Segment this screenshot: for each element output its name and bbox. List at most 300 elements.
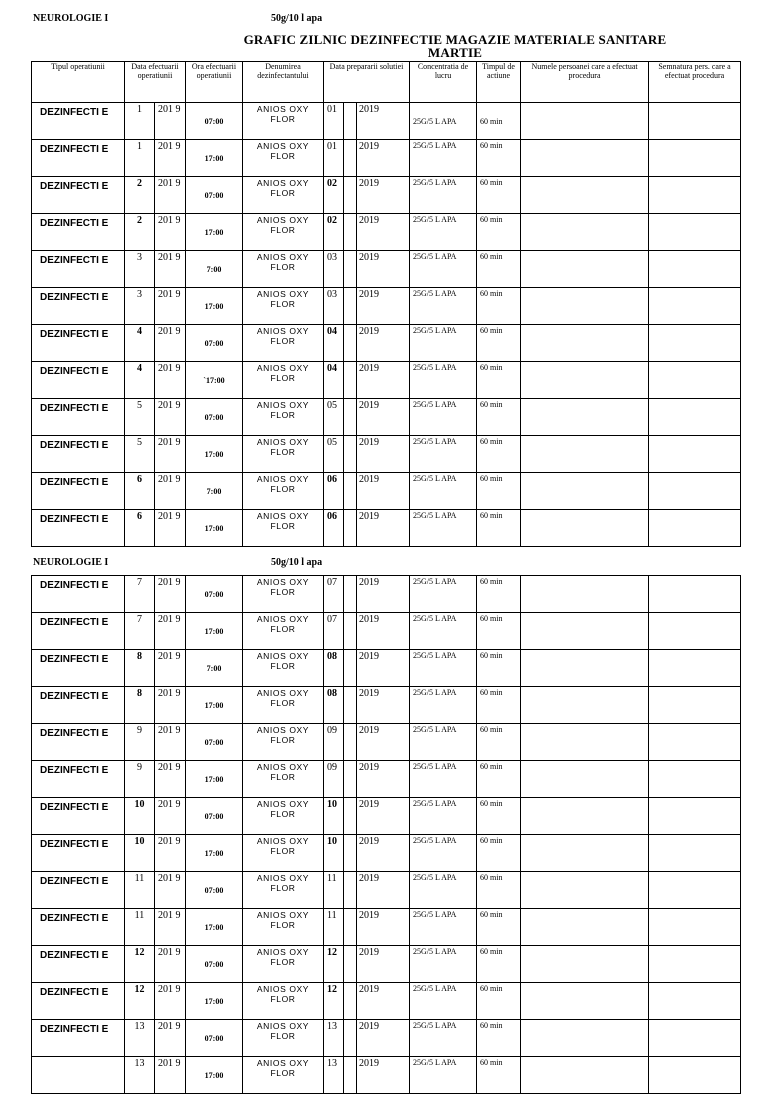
- time-cell: 07:00: [186, 177, 243, 214]
- person-name-cell: [521, 576, 649, 613]
- prep-blank-cell: [344, 362, 357, 399]
- prep-year-cell: 2019: [357, 473, 410, 510]
- year-cell: 201 9: [155, 946, 186, 983]
- person-name-cell: [521, 288, 649, 325]
- prep-month-cell: 11: [324, 909, 344, 946]
- year-cell: 201 9: [155, 288, 186, 325]
- concentration-cell: 25G/5 L APA: [410, 251, 477, 288]
- operation-cell: DEZINFECTI E: [32, 909, 125, 946]
- prep-year-cell: 2019: [357, 325, 410, 362]
- product-cell: ANIOS OXY FLOR: [243, 288, 324, 325]
- prep-blank-cell: [344, 576, 357, 613]
- duration-cell: 60 min: [477, 798, 521, 835]
- year-cell: 201 9: [155, 724, 186, 761]
- table-row: [32, 362, 741, 399]
- prep-year-cell: 2019: [357, 613, 410, 650]
- table-row: [32, 177, 741, 214]
- table-row: [32, 650, 741, 687]
- day-cell: 3: [125, 288, 155, 325]
- prep-blank-cell: [344, 983, 357, 1020]
- concentration-cell: 25G/5 L APA: [410, 1057, 477, 1094]
- day-cell: 8: [125, 650, 155, 687]
- prep-month-cell: 07: [324, 576, 344, 613]
- year-cell: 201 9: [155, 576, 186, 613]
- prep-month-cell: 07: [324, 613, 344, 650]
- year-cell: 201 9: [155, 436, 186, 473]
- title-line-2: MARTIE: [427, 45, 483, 60]
- year-cell: 201 9: [155, 214, 186, 251]
- prep-blank-cell: [344, 687, 357, 724]
- day-cell: 11: [125, 872, 155, 909]
- prep-blank-cell: [344, 724, 357, 761]
- day-cell: 7: [125, 576, 155, 613]
- duration-cell: 60 min: [477, 473, 521, 510]
- day-cell: 4: [125, 325, 155, 362]
- table-row: [32, 798, 741, 835]
- concentration-cell: 25G/5 L APA: [410, 946, 477, 983]
- prep-blank-cell: [344, 1020, 357, 1057]
- concentration-cell: 25G/5 L APA: [410, 177, 477, 214]
- prep-month-cell: 09: [324, 724, 344, 761]
- duration-cell: 60 min: [477, 687, 521, 724]
- day-cell: 4: [125, 362, 155, 399]
- operation-cell: DEZINFECTI E: [32, 510, 125, 547]
- operation-cell: DEZINFECTI E: [32, 436, 125, 473]
- prep-month-cell: 03: [324, 251, 344, 288]
- day-cell: 1: [125, 103, 155, 140]
- product-cell: ANIOS OXY FLOR: [243, 399, 324, 436]
- duration-cell: 60 min: [477, 724, 521, 761]
- solution-label: 50g/10 l apa: [271, 13, 323, 24]
- operation-cell: DEZINFECTI E: [32, 473, 125, 510]
- prep-month-cell: 05: [324, 436, 344, 473]
- operation-cell: DEZINFECTI E: [32, 288, 125, 325]
- prep-month-cell: 04: [324, 325, 344, 362]
- duration-cell: 60 min: [477, 436, 521, 473]
- time-cell: 17:00: [186, 214, 243, 251]
- prep-year-cell: 2019: [357, 835, 410, 872]
- duration-cell: 60 min: [477, 251, 521, 288]
- year-cell: 201 9: [155, 140, 186, 177]
- table-row: [32, 325, 741, 362]
- concentration-cell: 25G/5 L APA: [410, 103, 477, 140]
- prep-month-cell: 11: [324, 872, 344, 909]
- product-cell: ANIOS OXY FLOR: [243, 103, 324, 140]
- product-cell: ANIOS OXY FLOR: [243, 650, 324, 687]
- duration-cell: 60 min: [477, 399, 521, 436]
- prep-blank-cell: [344, 288, 357, 325]
- duration-cell: 60 min: [477, 872, 521, 909]
- duration-cell: 60 min: [477, 140, 521, 177]
- table-header-row: [32, 62, 741, 103]
- duration-cell: 60 min: [477, 1020, 521, 1057]
- operation-cell: DEZINFECTI E: [32, 399, 125, 436]
- signature-cell: [649, 576, 741, 613]
- product-cell: ANIOS OXY FLOR: [243, 724, 324, 761]
- table-row: [32, 251, 741, 288]
- signature-cell: [649, 214, 741, 251]
- product-cell: ANIOS OXY FLOR: [243, 473, 324, 510]
- year-cell: 201 9: [155, 103, 186, 140]
- concentration-cell: 25G/5 L APA: [410, 140, 477, 177]
- operation-cell: DEZINFECTI E: [32, 946, 125, 983]
- day-cell: 2: [125, 177, 155, 214]
- time-cell: 7:00: [186, 251, 243, 288]
- day-cell: 10: [125, 798, 155, 835]
- operation-cell: DEZINFECTI E: [32, 214, 125, 251]
- prep-blank-cell: [344, 946, 357, 983]
- product-cell: ANIOS OXY FLOR: [243, 510, 324, 547]
- product-cell: ANIOS OXY FLOR: [243, 251, 324, 288]
- prep-month-cell: 10: [324, 798, 344, 835]
- table-row: [32, 399, 741, 436]
- prep-year-cell: 2019: [357, 1020, 410, 1057]
- day-cell: 12: [125, 983, 155, 1020]
- time-cell: 17:00: [186, 687, 243, 724]
- product-cell: ANIOS OXY FLOR: [243, 835, 324, 872]
- table-row: [32, 761, 741, 798]
- product-cell: ANIOS OXY FLOR: [243, 1020, 324, 1057]
- product-cell: ANIOS OXY FLOR: [243, 362, 324, 399]
- signature-cell: [649, 362, 741, 399]
- prep-month-cell: 01: [324, 140, 344, 177]
- prep-year-cell: 2019: [357, 399, 410, 436]
- year-cell: 201 9: [155, 1057, 186, 1094]
- product-cell: ANIOS OXY FLOR: [243, 436, 324, 473]
- signature-cell: [649, 1020, 741, 1057]
- time-cell: 17:00: [186, 761, 243, 798]
- signature-cell: [649, 909, 741, 946]
- prep-year-cell: 2019: [357, 576, 410, 613]
- signature-cell: [649, 399, 741, 436]
- operation-cell: DEZINFECTI E: [32, 140, 125, 177]
- concentration-cell: 25G/5 L APA: [410, 909, 477, 946]
- person-name-cell: [521, 798, 649, 835]
- time-cell: 07:00: [186, 798, 243, 835]
- prep-year-cell: 2019: [357, 687, 410, 724]
- product-cell: ANIOS OXY FLOR: [243, 140, 324, 177]
- time-cell: 7:00: [186, 650, 243, 687]
- prep-month-cell: 08: [324, 687, 344, 724]
- day-cell: 11: [125, 909, 155, 946]
- prep-month-cell: 05: [324, 399, 344, 436]
- duration-cell: 60 min: [477, 103, 521, 140]
- prep-month-cell: 02: [324, 177, 344, 214]
- concentration-cell: 25G/5 L APA: [410, 687, 477, 724]
- prep-blank-cell: [344, 835, 357, 872]
- concentration-cell: 25G/5 L APA: [410, 724, 477, 761]
- year-cell: 201 9: [155, 362, 186, 399]
- day-cell: 5: [125, 399, 155, 436]
- prep-blank-cell: [344, 325, 357, 362]
- prep-year-cell: 2019: [357, 872, 410, 909]
- operation-cell: DEZINFECTI E: [32, 576, 125, 613]
- time-cell: 17:00: [186, 835, 243, 872]
- prep-blank-cell: [344, 177, 357, 214]
- year-cell: 201 9: [155, 761, 186, 798]
- col-header-prep: Data prepararii solutiei: [324, 62, 410, 103]
- time-cell: 17:00: [186, 288, 243, 325]
- prep-blank-cell: [344, 214, 357, 251]
- prep-blank-cell: [344, 140, 357, 177]
- table-row: [32, 1020, 741, 1057]
- prep-year-cell: 2019: [357, 288, 410, 325]
- person-name-cell: [521, 872, 649, 909]
- table-row: [32, 436, 741, 473]
- operation-cell: DEZINFECTI E: [32, 613, 125, 650]
- prep-year-cell: 2019: [357, 798, 410, 835]
- person-name-cell: [521, 1020, 649, 1057]
- operation-cell: DEZINFECTI E: [32, 650, 125, 687]
- prep-year-cell: 2019: [357, 362, 410, 399]
- operation-cell: DEZINFECTI E: [32, 362, 125, 399]
- col-header-name: Denumirea dezinfectantului: [243, 62, 324, 103]
- prep-month-cell: 13: [324, 1057, 344, 1094]
- day-cell: 9: [125, 724, 155, 761]
- signature-cell: [649, 1057, 741, 1094]
- product-cell: ANIOS OXY FLOR: [243, 214, 324, 251]
- prep-year-cell: 2019: [357, 761, 410, 798]
- time-cell: 17:00: [186, 1057, 243, 1094]
- table-row: [32, 872, 741, 909]
- table-row: [32, 214, 741, 251]
- year-cell: 201 9: [155, 687, 186, 724]
- concentration-cell: 25G/5 L APA: [410, 325, 477, 362]
- person-name-cell: [521, 724, 649, 761]
- time-cell: 17:00: [186, 140, 243, 177]
- col-header-time: Ora efectuarii operatiunii: [186, 62, 243, 103]
- col-header-dur: Timpul de actiune: [477, 62, 521, 103]
- product-cell: ANIOS OXY FLOR: [243, 872, 324, 909]
- day-cell: 5: [125, 436, 155, 473]
- day-cell: 13: [125, 1057, 155, 1094]
- concentration-cell: 25G/5 L APA: [410, 872, 477, 909]
- concentration-cell: 25G/5 L APA: [410, 798, 477, 835]
- person-name-cell: [521, 835, 649, 872]
- duration-cell: 60 min: [477, 576, 521, 613]
- duration-cell: 60 min: [477, 761, 521, 798]
- table-row: [32, 576, 741, 613]
- year-cell: 201 9: [155, 325, 186, 362]
- signature-cell: [649, 946, 741, 983]
- year-cell: 201 9: [155, 399, 186, 436]
- prep-month-cell: 08: [324, 650, 344, 687]
- person-name-cell: [521, 1057, 649, 1094]
- page-title: [230, 33, 680, 59]
- operation-cell: DEZINFECTI E: [32, 835, 125, 872]
- table-row: [32, 103, 741, 140]
- day-cell: 2: [125, 214, 155, 251]
- prep-month-cell: 06: [324, 510, 344, 547]
- person-name-cell: [521, 140, 649, 177]
- prep-year-cell: 2019: [357, 724, 410, 761]
- prep-year-cell: 2019: [357, 983, 410, 1020]
- prep-month-cell: 13: [324, 1020, 344, 1057]
- product-cell: ANIOS OXY FLOR: [243, 177, 324, 214]
- year-cell: 201 9: [155, 650, 186, 687]
- year-cell: 201 9: [155, 251, 186, 288]
- operation-cell: DEZINFECTI E: [32, 724, 125, 761]
- product-cell: ANIOS OXY FLOR: [243, 909, 324, 946]
- operation-cell: DEZINFECTI E: [32, 251, 125, 288]
- year-cell: 201 9: [155, 798, 186, 835]
- prep-year-cell: 2019: [357, 650, 410, 687]
- concentration-cell: 25G/5 L APA: [410, 576, 477, 613]
- table-row: [32, 613, 741, 650]
- prep-year-cell: 2019: [357, 909, 410, 946]
- concentration-cell: 25G/5 L APA: [410, 510, 477, 547]
- day-cell: 8: [125, 687, 155, 724]
- prep-blank-cell: [344, 650, 357, 687]
- concentration-cell: 25G/5 L APA: [410, 214, 477, 251]
- time-cell: `17:00: [186, 362, 243, 399]
- department-label-2: NEUROLOGIE I: [33, 557, 109, 568]
- signature-cell: [649, 177, 741, 214]
- time-cell: 07:00: [186, 1020, 243, 1057]
- operation-cell: [32, 1057, 125, 1094]
- duration-cell: 60 min: [477, 510, 521, 547]
- prep-year-cell: 2019: [357, 946, 410, 983]
- concentration-cell: 25G/5 L APA: [410, 613, 477, 650]
- prep-month-cell: 02: [324, 214, 344, 251]
- prep-month-cell: 12: [324, 946, 344, 983]
- product-cell: ANIOS OXY FLOR: [243, 983, 324, 1020]
- signature-cell: [649, 510, 741, 547]
- person-name-cell: [521, 946, 649, 983]
- year-cell: 201 9: [155, 909, 186, 946]
- prep-blank-cell: [344, 473, 357, 510]
- table-row: [32, 835, 741, 872]
- prep-blank-cell: [344, 251, 357, 288]
- concentration-cell: 25G/5 L APA: [410, 983, 477, 1020]
- operation-cell: DEZINFECTI E: [32, 103, 125, 140]
- prep-blank-cell: [344, 1057, 357, 1094]
- year-cell: 201 9: [155, 177, 186, 214]
- signature-cell: [649, 872, 741, 909]
- concentration-cell: 25G/5 L APA: [410, 473, 477, 510]
- table-row: [32, 983, 741, 1020]
- person-name-cell: [521, 436, 649, 473]
- duration-cell: 60 min: [477, 325, 521, 362]
- year-cell: 201 9: [155, 835, 186, 872]
- col-header-conc: Concentratia de lucru: [410, 62, 477, 103]
- operation-cell: DEZINFECTI E: [32, 687, 125, 724]
- solution-label-2: 50g/10 l apa: [271, 557, 323, 568]
- col-header-sign: Semnatura pers. care a efectuat procedura: [649, 62, 741, 103]
- product-cell: ANIOS OXY FLOR: [243, 798, 324, 835]
- operation-cell: DEZINFECTI E: [32, 177, 125, 214]
- time-cell: 07:00: [186, 724, 243, 761]
- time-cell: 17:00: [186, 510, 243, 547]
- table-row: [32, 909, 741, 946]
- day-cell: 13: [125, 1020, 155, 1057]
- duration-cell: 60 min: [477, 177, 521, 214]
- prep-month-cell: 04: [324, 362, 344, 399]
- concentration-cell: 25G/5 L APA: [410, 399, 477, 436]
- person-name-cell: [521, 325, 649, 362]
- duration-cell: 60 min: [477, 288, 521, 325]
- time-cell: 17:00: [186, 983, 243, 1020]
- disinfection-table-2: [31, 575, 741, 1094]
- prep-blank-cell: [344, 872, 357, 909]
- col-header-date: Data efectuarii operatiunii: [125, 62, 186, 103]
- product-cell: ANIOS OXY FLOR: [243, 325, 324, 362]
- time-cell: 17:00: [186, 909, 243, 946]
- concentration-cell: 25G/5 L APA: [410, 835, 477, 872]
- time-cell: 07:00: [186, 325, 243, 362]
- concentration-cell: 25G/5 L APA: [410, 288, 477, 325]
- signature-cell: [649, 613, 741, 650]
- disinfection-table-1: [31, 61, 741, 547]
- product-cell: ANIOS OXY FLOR: [243, 761, 324, 798]
- person-name-cell: [521, 510, 649, 547]
- operation-cell: DEZINFECTI E: [32, 1020, 125, 1057]
- day-cell: 3: [125, 251, 155, 288]
- time-cell: 07:00: [186, 103, 243, 140]
- prep-month-cell: 09: [324, 761, 344, 798]
- person-name-cell: [521, 473, 649, 510]
- year-cell: 201 9: [155, 473, 186, 510]
- operation-cell: DEZINFECTI E: [32, 325, 125, 362]
- prep-year-cell: 2019: [357, 510, 410, 547]
- prep-year-cell: 2019: [357, 177, 410, 214]
- day-cell: 6: [125, 510, 155, 547]
- table-row: [32, 724, 741, 761]
- title-line-1: GRAFIC ZILNIC DEZINFECTIE MAGAZIE MATERIALE SANITARE: [243, 32, 667, 47]
- operation-cell: DEZINFECTI E: [32, 798, 125, 835]
- time-cell: 07:00: [186, 399, 243, 436]
- signature-cell: [649, 288, 741, 325]
- product-cell: ANIOS OXY FLOR: [243, 946, 324, 983]
- duration-cell: 60 min: [477, 362, 521, 399]
- signature-cell: [649, 835, 741, 872]
- product-cell: ANIOS OXY FLOR: [243, 687, 324, 724]
- prep-year-cell: 2019: [357, 251, 410, 288]
- signature-cell: [649, 140, 741, 177]
- table-row: [32, 140, 741, 177]
- signature-cell: [649, 103, 741, 140]
- signature-cell: [649, 650, 741, 687]
- operation-cell: DEZINFECTI E: [32, 983, 125, 1020]
- day-cell: 12: [125, 946, 155, 983]
- person-name-cell: [521, 214, 649, 251]
- table-row: [32, 510, 741, 547]
- prep-month-cell: 03: [324, 288, 344, 325]
- operation-cell: DEZINFECTI E: [32, 761, 125, 798]
- concentration-cell: 25G/5 L APA: [410, 650, 477, 687]
- prep-year-cell: 2019: [357, 103, 410, 140]
- time-cell: 17:00: [186, 613, 243, 650]
- prep-blank-cell: [344, 399, 357, 436]
- person-name-cell: [521, 177, 649, 214]
- day-cell: 6: [125, 473, 155, 510]
- year-cell: 201 9: [155, 613, 186, 650]
- person-name-cell: [521, 761, 649, 798]
- person-name-cell: [521, 399, 649, 436]
- concentration-cell: 25G/5 L APA: [410, 1020, 477, 1057]
- prep-year-cell: 2019: [357, 214, 410, 251]
- time-cell: 07:00: [186, 946, 243, 983]
- prep-blank-cell: [344, 909, 357, 946]
- prep-blank-cell: [344, 510, 357, 547]
- signature-cell: [649, 473, 741, 510]
- signature-cell: [649, 761, 741, 798]
- duration-cell: 60 min: [477, 650, 521, 687]
- prep-month-cell: 06: [324, 473, 344, 510]
- table-row: [32, 946, 741, 983]
- day-cell: 9: [125, 761, 155, 798]
- person-name-cell: [521, 103, 649, 140]
